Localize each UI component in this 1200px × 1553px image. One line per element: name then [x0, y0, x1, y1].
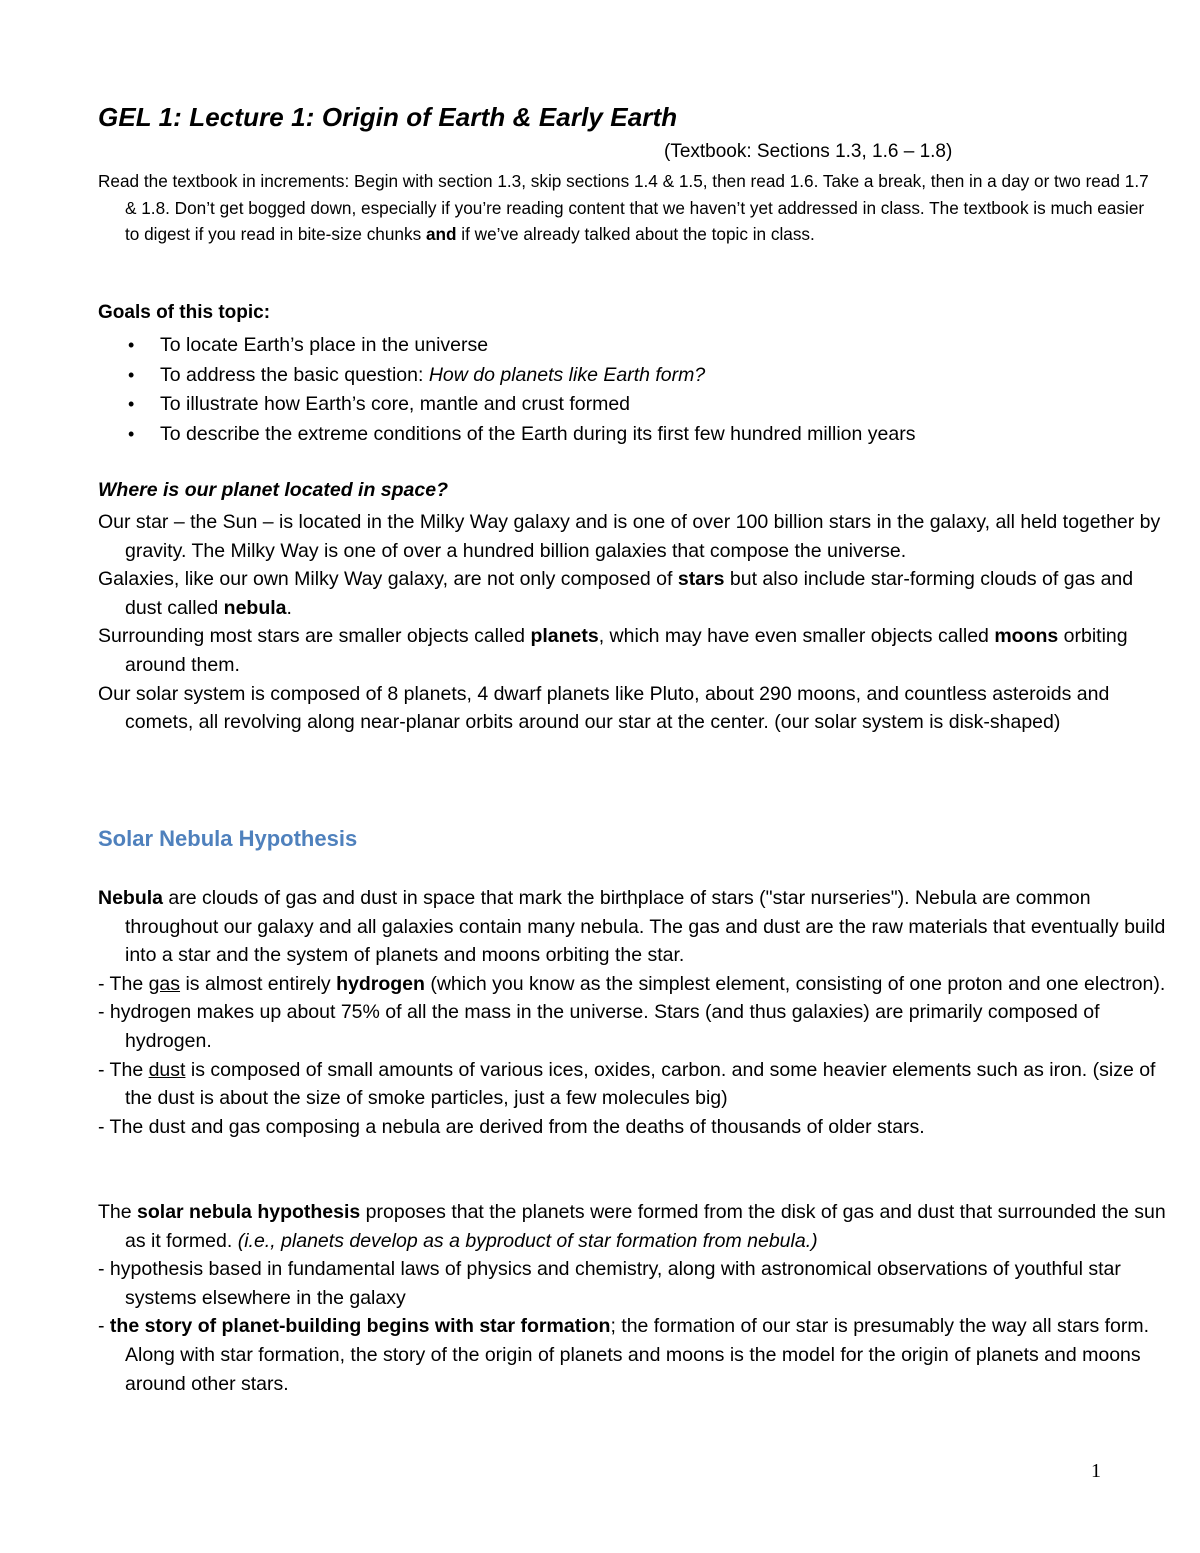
- term-gas: gas: [148, 972, 181, 995]
- text: Surrounding most stars are smaller objects called: [98, 625, 531, 648]
- text: is composed of small amounts of various ices, oxides, carbon. and some heavier elements such as iron. (size of the dust is about the size of smoke particles, just a few molecules big): [125, 1058, 1156, 1110]
- paragraph: Our solar system is composed of 8 planets, 4 dwarf planets like Pluto, about 290 moons, and countless asteroids and comets, all revolving along near-planar orbits around our star at the center. (our solar system is disk-shaped): [98, 682, 1110, 734]
- nebula-section: [98, 884, 1168, 1141]
- reading-instructions-paragraph: [98, 168, 1160, 248]
- text: Galaxies, like our own Milky Way galaxy, are not only composed of: [98, 568, 678, 591]
- paragraph: - hypothesis based in fundamental laws of physics and chemistry, along with astronomical observations of youthful star systems elsewhere in the galaxy: [98, 1258, 1121, 1309]
- term-hydrogen: hydrogen: [336, 972, 425, 995]
- text: - The: [98, 1058, 149, 1081]
- textbook-reference: (Textbook: Sections 1.3, 1.6 – 1.8): [664, 141, 953, 162]
- bold-statement: the story of planet-building begins with star formation: [109, 1315, 611, 1338]
- goal-text: To illustrate how Earth’s core, mantle and crust formed: [160, 393, 631, 416]
- text: .: [286, 596, 292, 619]
- paragraph: - The dust and gas composing a nebula are derived from the deaths of thousands of older stars.: [98, 1115, 925, 1138]
- goal-item: [98, 390, 915, 420]
- paragraph: [98, 970, 1168, 999]
- term-planets: planets: [530, 625, 599, 648]
- text: , which may have even smaller objects called: [598, 625, 995, 648]
- intro-text-end: if we’ve already talked about the topic in class.: [456, 224, 815, 244]
- bullet-icon: •: [128, 364, 135, 385]
- reading-instructions: [98, 168, 1160, 248]
- paragraph: [98, 1312, 1168, 1398]
- paragraph: [98, 884, 1168, 970]
- text: is almost entirely: [180, 972, 337, 995]
- goal-text: To describe the extreme conditions of the Earth during its first few hundred million years: [160, 423, 916, 446]
- bullet-icon: •: [128, 394, 135, 415]
- term-moons: moons: [994, 625, 1059, 648]
- goal-item: [98, 361, 915, 391]
- paragraph: [98, 622, 1168, 679]
- term-solar-nebula-hypothesis: solar nebula hypothesis: [137, 1201, 361, 1223]
- location-section: [98, 508, 1168, 737]
- location-heading: Where is our planet located in space?: [98, 479, 449, 501]
- bullet-icon: •: [128, 335, 135, 355]
- section-heading: Solar Nebula Hypothesis: [98, 826, 358, 851]
- text: are clouds of gas and dust in space that mark the birthplace of stars ("star nurseries"). Nebula are common throughout our galaxy and all galaxies contain many nebula. The gas and dust are the raw materials that eventually build into a star and the system of planets and moons orbiting the star.: [125, 887, 1166, 967]
- italic-note: (i.e., planets develop as a byproduct of star formation from nebula.): [237, 1229, 818, 1252]
- term-nebula: Nebula: [98, 887, 164, 909]
- text: The: [98, 1201, 138, 1223]
- paragraph: - hydrogen makes up about 75% of all the mass in the universe. Stars (and thus galaxies) are primarily composed of hydrogen.: [98, 1001, 1100, 1052]
- term-stars: stars: [677, 568, 725, 591]
- bullet-icon: •: [128, 424, 135, 445]
- page-number: 1: [1091, 1460, 1101, 1482]
- goal-text: To address the basic question:: [160, 363, 429, 386]
- goal-item: [98, 420, 915, 450]
- goal-question: How do planets like Earth form?: [428, 363, 706, 386]
- paragraph: [98, 1198, 1168, 1255]
- goal-text: To locate Earth’s place in the universe: [160, 334, 489, 356]
- text: ; the formation of our star is presumably the way all stars form. Along with star formation, the story of the origin of planets and moons is the model for the origin of planets and moons around other stars.: [125, 1315, 1150, 1395]
- intro-bold-text: and: [425, 224, 457, 244]
- page-title: GEL 1: Lecture 1: Origin of Earth & Early Earth: [98, 102, 678, 132]
- goal-item: [98, 331, 915, 361]
- text: (which you know as the simplest element, consisting of one proton and one electron).: [424, 972, 1166, 995]
- term-dust: dust: [148, 1058, 186, 1081]
- paragraph: [98, 565, 1168, 622]
- goals-heading: Goals of this topic:: [98, 302, 271, 323]
- text: orbiting around them.: [125, 625, 1128, 676]
- goals-list: [98, 331, 915, 450]
- text: but also include star-forming clouds of gas and dust called: [125, 568, 1134, 619]
- paragraph: [98, 1056, 1168, 1113]
- term-nebula: nebula: [223, 596, 287, 619]
- text: - The: [98, 972, 149, 995]
- text: -: [98, 1315, 110, 1338]
- text: proposes that the planets were formed from the disk of gas and dust that surrounded the sun as it formed.: [125, 1201, 1166, 1252]
- paragraph: Our star – the Sun – is located in the Milky Way galaxy and is one of over 100 billion stars in the galaxy, all held together by gravity. The Milky Way is one of over a hundred billion galaxies that compose the universe.: [98, 511, 1161, 562]
- hypothesis-section: [98, 1198, 1168, 1398]
- intro-text: Read the textbook in increments: Begin with section 1.3, skip sections 1.4 & 1.5, then read 1.6. Take a break, then in a day or two read 1.7 & 1.8. Don’t get bogged down, especially if you’re reading content that we haven’t yet addressed in class. The textbook is much easier to digest if you read in bite-size chunks: [98, 171, 1149, 244]
